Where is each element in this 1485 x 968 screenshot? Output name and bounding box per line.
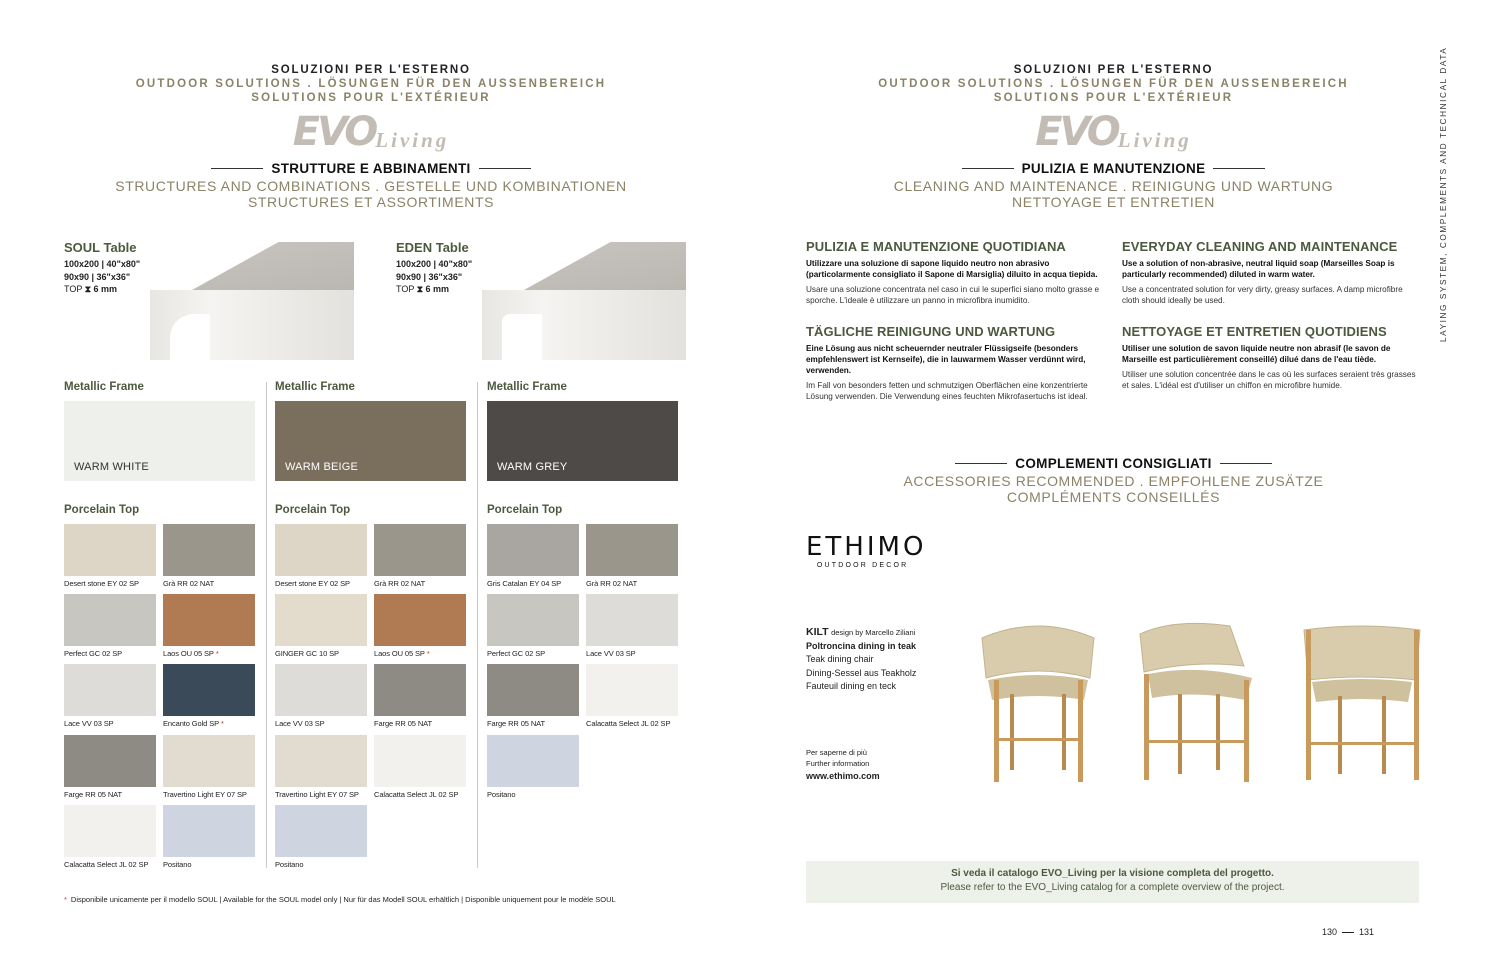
accessories-heading — [742, 451, 1485, 505]
cleaning-block-de — [806, 324, 1106, 402]
porcelain-swatch — [275, 735, 367, 787]
accessories-title: COMPLEMENTI CONSIGLIATI — [955, 456, 1271, 471]
website-link[interactable]: www.ethimo.com — [806, 771, 880, 781]
swatch-name: Desert stone EY 02 SP — [275, 579, 350, 588]
table-top-value: ⧗ 6 mm — [416, 284, 450, 294]
swatch-label — [586, 719, 670, 728]
swatch-label — [64, 579, 139, 588]
frame-color-name: WARM WHITE — [74, 461, 149, 473]
more-info-en: Further information — [806, 759, 870, 768]
swatch-name: Lace VV 03 SP — [64, 719, 114, 728]
table-spec-2: 90x90 | 36"x36" — [396, 271, 463, 282]
swatch-label — [586, 649, 636, 658]
swatch-name: Positano — [275, 860, 304, 869]
logo-living: Living — [1117, 128, 1192, 152]
logo-living: Living — [375, 128, 450, 152]
frame-label: Metallic Frame — [275, 381, 355, 393]
header-line-1: SOLUZIONI PER L'ESTERNO — [271, 64, 471, 76]
section-subtitle-1: STRUCTURES AND COMBINATIONS . GESTELLE UND KOMBINATIONEN — [115, 178, 627, 194]
footnote-asterisk: * — [64, 895, 67, 904]
product-name: KILT — [806, 626, 829, 638]
soul-table-image — [150, 242, 354, 360]
porcelain-swatch — [275, 664, 367, 716]
product-designer: design by Marcello Ziliani — [831, 628, 916, 637]
right-page — [742, 0, 1485, 968]
side-tab-text: LAYING SYSTEM, COMPLEMENTS AND TECHNICAL DATA — [1439, 46, 1448, 342]
swatch-name: Farge RR 05 NAT — [64, 790, 122, 799]
swatch-name: Lace VV 03 SP — [275, 719, 325, 728]
swatch-label — [64, 790, 122, 799]
swatch-label — [487, 790, 515, 799]
cleaning-block-fr — [1122, 324, 1422, 391]
brand-name: ETHIMO — [806, 532, 927, 562]
cleaning-bold-text: Use a solution of non-abrasive, neutral liquid soap (Marseilles Soap is particularly recommended) diluted in warm water. — [1122, 259, 1395, 279]
header-line-3: SOLUTIONS POUR L'EXTÉRIEUR — [251, 92, 491, 104]
logo-evo: EVO — [1035, 109, 1118, 155]
cleaning-bold-text: Utiliser une solution de savon liquide neutre non abrasif (le savon de Marseille est particulièrement conseillé) dilué dans de l'eau tiède. — [1122, 344, 1391, 364]
cleaning-bold-text: Utilizzare una soluzione di sapone liquido neutro non abrasivo (particolarmente consigliato il Sapone di Marsiglia) diluito in acqua tiepida. — [806, 259, 1098, 279]
cleaning-bold-text: Eine Lösung aus nicht scheuernder neutraler Flüssigseife (besonders empfehlenswert ist Kernseife), die in lauwarmem Wasser verdünnt wird, verwenden. — [806, 344, 1086, 375]
swatch-label — [163, 719, 224, 728]
porcelain-swatch — [374, 594, 466, 646]
swatch-label — [487, 649, 545, 658]
porcelain-swatch — [64, 594, 156, 646]
porcelain-swatch — [64, 664, 156, 716]
cleaning-text: Im Fall von besonders fetten und schmutzigen Oberflächen eine konzentrierte Lösung verwenden. Die Verwendung eines feuchten Mikrofasertuchs ist ideal. — [806, 381, 1088, 401]
swatch-name: Farge RR 05 NAT — [487, 719, 545, 728]
porcelain-swatch — [163, 524, 255, 576]
swatch-label — [163, 860, 191, 869]
footnote-text: Disponibile unicamente per il modello SOUL | Available for the SOUL model only | Nur für das Modell SOUL erhältlich | Disponible uniquement pour le modèle SOUL — [70, 895, 616, 904]
section-subtitle-1: CLEANING AND MAINTENANCE . REINIGUNG UND WARTUNG — [893, 178, 1334, 194]
porcelain-top-label: Porcelain Top — [487, 504, 563, 516]
swatch-label — [487, 719, 545, 728]
evo-living-logo — [0, 109, 742, 155]
swatch-name: Lace VV 03 SP — [586, 649, 636, 658]
page-number-right: 131 — [1359, 927, 1375, 937]
swatch-label — [163, 579, 214, 588]
swatch-name: GINGER GC 10 SP — [275, 649, 339, 658]
cleaning-title: PULIZIA E MANUTENZIONE QUOTIDIANA — [806, 239, 1066, 254]
porcelain-swatch — [374, 735, 466, 787]
swatch-name: Gris Catalan EY 04 SP — [487, 579, 562, 588]
evo-living-logo — [742, 109, 1485, 155]
porcelain-swatch — [487, 664, 579, 716]
table-spec-2: 90x90 | 36"x36" — [64, 271, 131, 282]
porcelain-swatch — [586, 524, 678, 576]
header-line-1: SOLUZIONI PER L'ESTERNO — [1013, 64, 1214, 76]
accessories-subtitle-2: COMPLÉMENTS CONSEILLÉS — [1006, 489, 1221, 505]
swatch-label — [275, 790, 359, 799]
swatch-label — [275, 860, 303, 869]
swatch-name: Calacatta Select JL 02 SP — [374, 790, 459, 799]
swatch-label — [275, 649, 339, 658]
porcelain-swatch — [64, 524, 156, 576]
porcelain-swatch — [374, 664, 466, 716]
left-page — [0, 0, 742, 968]
swatch-name: Positano — [487, 790, 516, 799]
swatch-label — [64, 649, 122, 658]
product-desc-en: Teak dining chair — [806, 654, 874, 664]
eden-table-info — [396, 240, 472, 296]
cleaning-text: Utiliser une solution concentrée dans le cas où les surfaces seraient très grasses et sales. L'idéal est d'utiliser un chiffon en microfibre humide. — [1122, 370, 1416, 390]
porcelain-swatch — [275, 524, 367, 576]
swatch-label — [374, 719, 432, 728]
frame-color-swatch — [64, 401, 255, 481]
catalog-note-en: Please refer to the EVO_Living catalog for a complete overview of the project. — [940, 882, 1285, 893]
swatch-name: Laos OU 05 SP — [163, 649, 214, 658]
swatch-name: Farge RR 05 NAT — [374, 719, 432, 728]
porcelain-swatch — [64, 735, 156, 787]
swatch-label — [374, 790, 458, 799]
frame-color-swatch — [487, 401, 678, 481]
swatch-name: Travertino Light EY 07 SP — [275, 790, 359, 799]
porcelain-swatch — [163, 805, 255, 857]
swatch-asterisk: * — [215, 649, 219, 658]
chair-image — [1134, 620, 1262, 782]
catalog-note-it: Si veda il catalogo EVO_Living per la visione completa del progetto. — [951, 868, 1274, 879]
accessories-subtitle-1: ACCESSORIES RECOMMENDED . EMPFOHLENE ZUSÄTZE — [903, 473, 1324, 489]
swatch-name: Calacatta Select JL 02 SP — [64, 860, 149, 869]
column-divider — [266, 382, 267, 868]
swatch-label — [275, 719, 325, 728]
soul-table-info — [64, 240, 140, 296]
brand-subtitle: OUTDOOR DECOR — [816, 562, 909, 569]
product-desc-fr: Fauteuil dining en teck — [806, 681, 897, 691]
more-info-it: Per saperne di più — [806, 748, 867, 757]
frame-color-name: WARM GREY — [497, 461, 568, 473]
table-spec-1: 100x200 | 40"x80" — [64, 259, 141, 269]
swatch-label — [163, 649, 219, 658]
swatch-label — [374, 649, 430, 658]
porcelain-top-label: Porcelain Top — [275, 504, 351, 516]
section-heading — [742, 156, 1485, 210]
section-subtitle-2: STRUCTURES ET ASSORTIMENTS — [247, 194, 495, 210]
swatch-name: Perfect GC 02 SP — [64, 649, 123, 658]
swatch-name: Desert stone EY 02 SP — [64, 579, 139, 588]
table-top-label: TOP — [64, 284, 83, 294]
page-number-left: 130 — [1322, 927, 1338, 937]
swatch-name: Grà RR 02 NAT — [586, 579, 638, 588]
porcelain-swatch — [487, 735, 579, 787]
page-header — [742, 64, 1485, 105]
frame-color-swatch — [275, 401, 466, 481]
frame-color-name: WARM BEIGE — [285, 461, 359, 473]
swatch-name: Calacatta Select JL 02 SP — [586, 719, 671, 728]
chair-image — [1298, 620, 1426, 782]
header-line-3: SOLUTIONS POUR L'EXTÉRIEUR — [993, 92, 1234, 104]
page-numbers — [1322, 927, 1374, 937]
table-spec-1: 100x200 | 40"x80" — [396, 259, 473, 269]
swatch-name: Perfect GC 02 SP — [487, 649, 546, 658]
section-title: STRUTTURE E ABBINAMENTI — [211, 161, 530, 176]
cleaning-title: NETTOYAGE ET ENTRETIEN QUOTIDIENS — [1122, 324, 1387, 339]
side-tab — [1439, 46, 1453, 346]
swatch-label — [275, 579, 350, 588]
swatch-name: Grà RR 02 NAT — [163, 579, 215, 588]
porcelain-swatch — [163, 664, 255, 716]
swatch-name: Encanto Gold SP — [163, 719, 220, 728]
chair-image — [974, 620, 1102, 782]
header-line-2: OUTDOOR SOLUTIONS . LÖSUNGEN FÜR DEN AUSSENBEREICH — [878, 78, 1349, 90]
eden-table-image — [482, 242, 686, 360]
section-heading — [0, 156, 742, 210]
porcelain-swatch — [275, 805, 367, 857]
product-desc-it: Poltroncina dining in teak — [806, 640, 917, 651]
product-info — [806, 626, 916, 694]
swatch-label — [163, 790, 247, 799]
cleaning-text: Usare una soluzione concentrata nel caso in cui le superfici siano molto grasse e sporche. L'ideale è utilizzare un panno in microfibra inumidito. — [806, 285, 1100, 305]
frame-label: Metallic Frame — [64, 381, 144, 393]
swatch-label — [64, 719, 114, 728]
column-divider — [477, 382, 478, 868]
swatch-asterisk: * — [426, 649, 430, 658]
cleaning-title: TÄGLICHE REINIGUNG UND WARTUNG — [806, 324, 1056, 339]
page-header — [0, 64, 742, 105]
product-desc-de: Dining-Sessel aus Teakholz — [806, 667, 917, 678]
swatch-label — [487, 579, 561, 588]
porcelain-swatch — [586, 594, 678, 646]
section-title: PULIZIA E MANUTENZIONE — [962, 161, 1266, 176]
table-name: EDEN Table — [396, 240, 469, 255]
swatch-label — [64, 860, 148, 869]
swatch-label — [586, 579, 637, 588]
cleaning-block-en — [1122, 239, 1422, 306]
logo-evo: EVO — [292, 109, 376, 155]
swatch-name: Grà RR 02 NAT — [374, 579, 426, 588]
swatch-name: Travertino Light EY 07 SP — [163, 790, 247, 799]
table-top-label: TOP — [396, 284, 415, 294]
cleaning-title: EVERYDAY CLEANING AND MAINTENANCE — [1122, 239, 1398, 254]
header-line-2: OUTDOOR SOLUTIONS . LÖSUNGEN FÜR DEN AUSSENBEREICH — [135, 78, 607, 90]
swatch-label — [374, 579, 425, 588]
table-top-value: ⧗ 6 mm — [84, 284, 118, 294]
porcelain-swatch — [163, 735, 255, 787]
swatch-name: Laos OU 05 SP — [374, 649, 425, 658]
cleaning-block-it — [806, 239, 1106, 306]
cleaning-text: Use a concentrated solution for very dirty, greasy surfaces. A damp microfibre cloth should ideally be used. — [1122, 285, 1403, 305]
porcelain-swatch — [586, 664, 678, 716]
swatch-name: Positano — [163, 860, 192, 869]
porcelain-swatch — [487, 524, 579, 576]
table-name: SOUL Table — [64, 240, 137, 255]
footnote — [64, 895, 616, 904]
ethimo-logo — [806, 532, 926, 569]
frame-label: Metallic Frame — [487, 381, 567, 393]
porcelain-top-label: Porcelain Top — [64, 504, 140, 516]
section-subtitle-2: NETTOYAGE ET ENTRETIEN — [1011, 194, 1215, 210]
porcelain-swatch — [374, 524, 466, 576]
porcelain-swatch — [64, 805, 156, 857]
porcelain-swatch — [275, 594, 367, 646]
swatch-asterisk: * — [221, 719, 224, 728]
catalog-note — [806, 861, 1419, 903]
porcelain-swatch — [163, 594, 255, 646]
more-info — [806, 747, 880, 782]
porcelain-swatch — [487, 594, 579, 646]
